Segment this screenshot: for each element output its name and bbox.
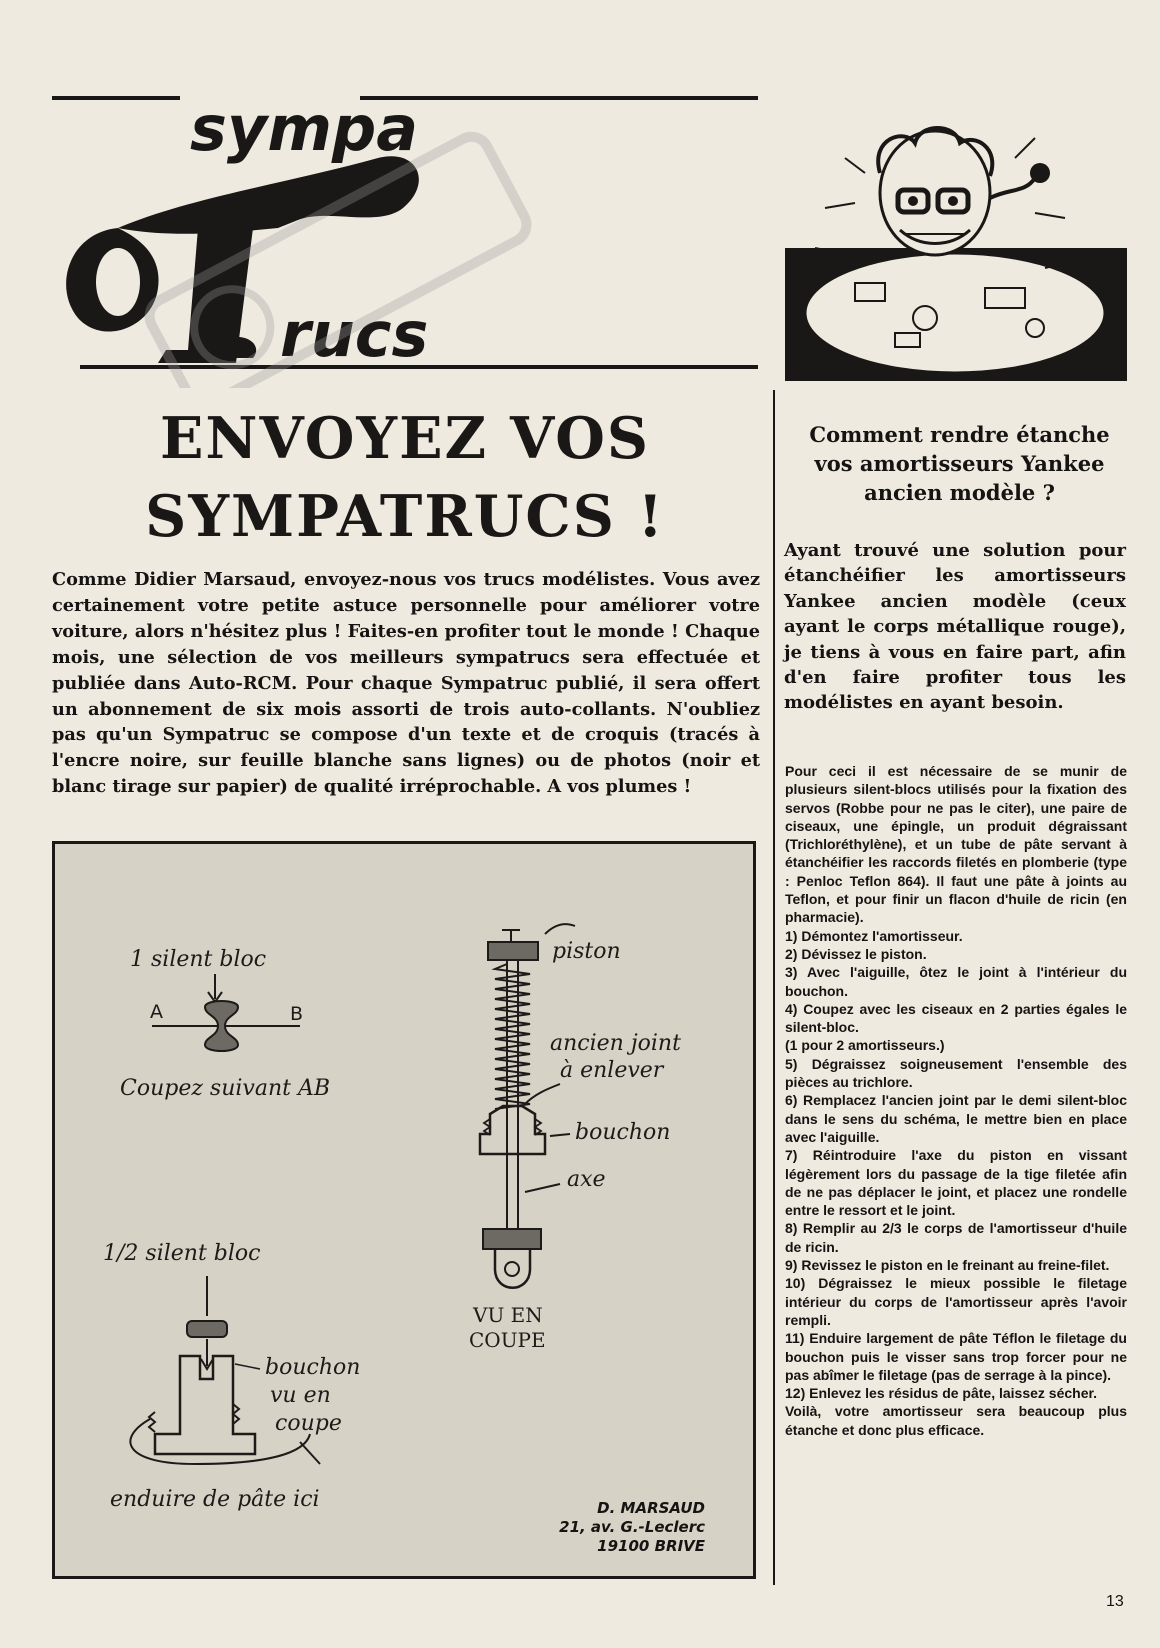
logo-bottom-word: rucs: [280, 298, 429, 371]
author-name: D. MARSAUD: [597, 1499, 705, 1517]
headline: [50, 400, 760, 556]
article-step: 6) Remplacez l'ancien joint par le demi silent-bloc dans le sens du schéma, le mettre bien en place avec l'aiguille.: [785, 1092, 1127, 1145]
label-a: A: [150, 1001, 163, 1023]
article-title-line-2: vos amortisseurs Yankee: [814, 451, 1105, 476]
label-axe: axe: [567, 1167, 606, 1192]
label-vu-2: COUPE: [469, 1328, 546, 1352]
article-step: 12) Enlevez les résidus de pâte, laissez sécher.: [785, 1385, 1098, 1402]
article-body: [785, 762, 1127, 1439]
label-bouchon-1: bouchon: [265, 1355, 361, 1380]
sketch-illustration: [52, 841, 756, 1579]
label-vu-1: VU EN: [473, 1303, 543, 1327]
author-city: 19100 BRIVE: [597, 1537, 705, 1555]
sympatrucs-logo: [48, 88, 760, 388]
label-bouchon-3: coupe: [275, 1411, 342, 1436]
label-enduire: enduire de pâte ici: [110, 1487, 320, 1512]
headline-line-1: ENVOYEZ VOS: [159, 405, 651, 472]
label-half: 1/2 silent bloc: [103, 1241, 261, 1266]
column-divider: [773, 390, 775, 1585]
intro-paragraph: Comme Didier Marsaud, envoyez-nous vos trucs modélistes. Vous avez certainement votre petite astuce personnelle pour améliorer votre voiture, alors n'hésitez plus ! Faites-en profiter tout le monde ! Chaque mois, une sélection de vos meilleurs sympatrucs sera effectuée et publiée dans Auto-RCM. Pour chaque Sympatruc publié, il sera offert un abonnement de six mois assorti de trois auto-collants. N'oubliez pas qu'un Sympatruc se compose d'un texte et de croquis (tracés à l'encre noire, sur feuille blanche sans lignes) ou de photos (noir et blanc tirage sur papier) de qualité irréprochable. A vos plumes !: [52, 569, 760, 798]
article-title: [782, 420, 1137, 507]
label-ancien-2: à enlever: [560, 1058, 664, 1083]
article-step: 2) Dévissez le piston.: [785, 945, 927, 962]
author-address: [559, 1499, 705, 1556]
article-step: 8) Remplir au 2/3 le corps de l'amortisseur d'huile de ricin.: [785, 1220, 1127, 1255]
article-step: 9) Revissez le piston en le freinant au freine-filet.: [785, 1257, 1110, 1274]
article-step: 3) Avec l'aiguille, ôtez le joint à l'intérieur du bouchon.: [785, 964, 1127, 999]
article-step: 5) Dégraissez soigneusement l'ensemble des pièces au trichlore.: [785, 1055, 1127, 1091]
article-step: 4) Coupez avec les ciseaux en 2 parties égales le silent-bloc.: [785, 1000, 1127, 1036]
article-step: 1) Démontez l'amortisseur.: [785, 927, 963, 944]
page-number: 13: [1106, 1593, 1124, 1610]
logo-top-word: sympa: [190, 92, 419, 165]
label-piston: piston: [552, 939, 621, 964]
article-body-intro: Pour ceci il est nécessaire de se munir de plusieurs silent-blocs utilisés pour la fixation des servos (Robbe pour ne pas le citer), une paire de ciseaux, une épingle, un produit dégraissant (Trichloréthylène), et un tube de pâte servant à étanchéifier les raccords filetés en plomberie (type : Penloc Teflon 864). Il faut une pâte à joints au Teflon, et pour finir un flacon d'huile de ricin (en pharmacie).: [785, 763, 1127, 926]
author-street: 21, av. G.-Leclerc: [559, 1518, 705, 1536]
article-title-line-3: ancien modèle ?: [864, 480, 1055, 505]
label-cut: Coupez suivant AB: [120, 1076, 331, 1101]
label-silent-bloc: 1 silent bloc: [130, 947, 267, 972]
cartoon-illustration: [785, 98, 1127, 381]
article-step: 7) Réintroduire l'axe du piston en vissant légèrement lors du passage de la tige filetée afin de ne pas déplacer le joint, et placez une rondelle entre le ressort et le joint.: [785, 1147, 1127, 1219]
article-step: 11) Enduire largement de pâte Téflon le filetage du bouchon puis le visser sans trop forcer pour ne pas abîmer le filetage (pas de serrage à la pince).: [785, 1330, 1127, 1383]
article-step: (1 pour 2 amortisseurs.): [785, 1037, 945, 1054]
article-lead: Ayant trouvé une solution pour étanchéifier les amortisseurs Yankee ancien modèle (ceux ayant le corps métallique rouge), je tiens à vous en faire part, afin d'en faire profiter tous les modélistes en ayant besoin.: [784, 540, 1126, 714]
article-step: 10) Dégraissez le mieux possible le filetage intérieur du corps de l'amortisseur après l'avoir rempli.: [785, 1275, 1127, 1328]
label-b: B: [290, 1003, 304, 1025]
article-step: Voilà, votre amortisseur sera beaucoup plus étanche et donc plus efficace.: [785, 1403, 1127, 1438]
label-bouchon-2: vu en: [270, 1383, 331, 1408]
article-title-line-1: Comment rendre étanche: [809, 422, 1110, 447]
label-ancien-1: ancien joint: [550, 1031, 681, 1056]
label-bouchon-right: bouchon: [575, 1120, 671, 1145]
headline-line-2: SYMPATRUCS !: [145, 483, 665, 550]
